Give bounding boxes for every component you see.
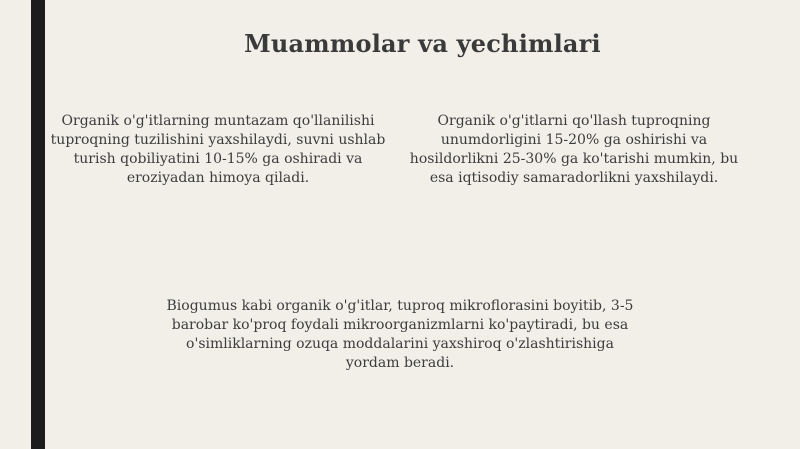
left-accent-bar — [31, 0, 45, 449]
paragraph-biogumus: Biogumus kabi organik o'g'itlar, tuproq mikroflorasini boyitib, 3-5 barobar ko'proq foydali mikroorganizmlarni ko'paytiradi, bu esa o'simliklarning ozuqa moddalarini yaxshiroq o'zlashtirishiga yordam beradi. — [166, 298, 634, 371]
paragraph-fertility-yield: Organik o'g'itlarni qo'llash tuproqning unumdorligini 15-20% ga oshirishi va hosildorlikni 25-30% ga ko'tarishi mumkin, bu esa iqtisodiy samaradorlikni yaxshilaydi. — [409, 113, 739, 186]
paragraph-soil-structure: Organik o'g'itlarning muntazam qo'llanilishi tuproqning tuzilishini yaxshilaydi, suvni ushlab turish qobiliyatini 10-15% ga oshiradi va eroziyadan himoya qiladi. — [50, 113, 386, 186]
slide-title: Muammolar va yechimlari — [244, 29, 601, 58]
